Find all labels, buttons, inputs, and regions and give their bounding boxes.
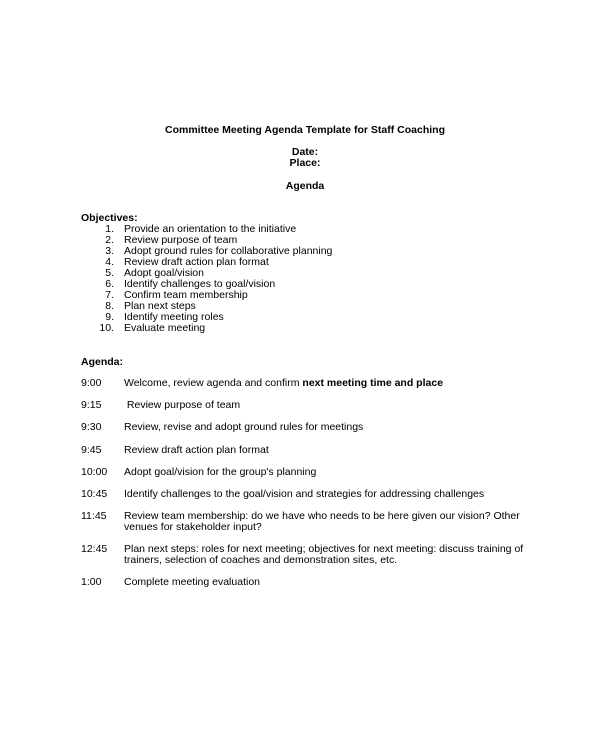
agenda-description [124,378,544,389]
objective-text: Adopt goal/vision [124,267,204,279]
agenda-time: 9:30 [81,421,102,433]
objective-text: Evaluate meeting [124,322,206,334]
objectives-label: Objectives: [81,212,138,224]
agenda-heading: Agenda [285,180,325,192]
objective-text: Review draft action plan format [124,256,269,268]
agenda-time: 11:45 [81,510,107,522]
agenda-time: 9:15 [81,399,102,411]
objective-text: Identify meeting roles [124,311,224,323]
agenda-time: 1:00 [81,576,102,588]
place-label: Place: [289,157,321,169]
agenda-description: Identify challenges to the goal/vision and strategies for addressing challenges [124,488,485,500]
agenda-time: 9:45 [81,444,102,456]
objective-number: 4. [105,256,114,268]
agenda-description: Review draft action plan format [124,444,269,456]
agenda-time: 10:45 [81,488,108,500]
objective-number: 3. [105,245,114,257]
agenda-description: Adopt goal/vision for the group's planning [124,466,317,478]
agenda-description: Review team membership: do we have who needs to be here given our vision? Other venues for stakeholder input? [124,510,520,533]
agenda-bold-text: next meeting time and place [302,377,444,389]
agenda-description: Plan next steps: roles for next meeting; objectives for next meeting: discuss training of trainers, selection of coaches and demonstration sites, etc. [124,543,524,566]
agenda-description: Review, revise and adopt ground rules for meetings [124,421,364,433]
agenda-text: Welcome, review agenda and confirm [124,377,303,389]
objective-number: 10. [99,322,114,334]
date-label: Date: [291,146,319,158]
objective-number: 2. [105,234,114,246]
agenda-description: Review purpose of team [124,399,241,411]
objective-text: Provide an orientation to the initiative [124,223,297,235]
objective-text: Plan next steps [124,300,196,312]
objective-number: 5. [105,267,114,279]
objective-number: 9. [105,311,114,323]
agenda-label: Agenda: [81,356,123,368]
objective-text: Review purpose of team [124,234,238,246]
objective-number: 6. [105,278,114,290]
agenda-description: Complete meeting evaluation [124,576,260,588]
objective-text: Confirm team membership [124,289,248,301]
objective-number: 8. [105,300,114,312]
agenda-time: 12:45 [81,543,108,555]
objective-text: Identify challenges to goal/vision [124,278,276,290]
objective-number: 1. [105,223,114,235]
objective-number: 7. [105,289,114,301]
document-title: Committee Meeting Agenda Template for Staff Coaching [164,124,446,136]
agenda-time: 9:00 [81,377,102,389]
objective-text: Adopt ground rules for collaborative planning [124,245,333,257]
agenda-time: 10:00 [81,466,108,478]
